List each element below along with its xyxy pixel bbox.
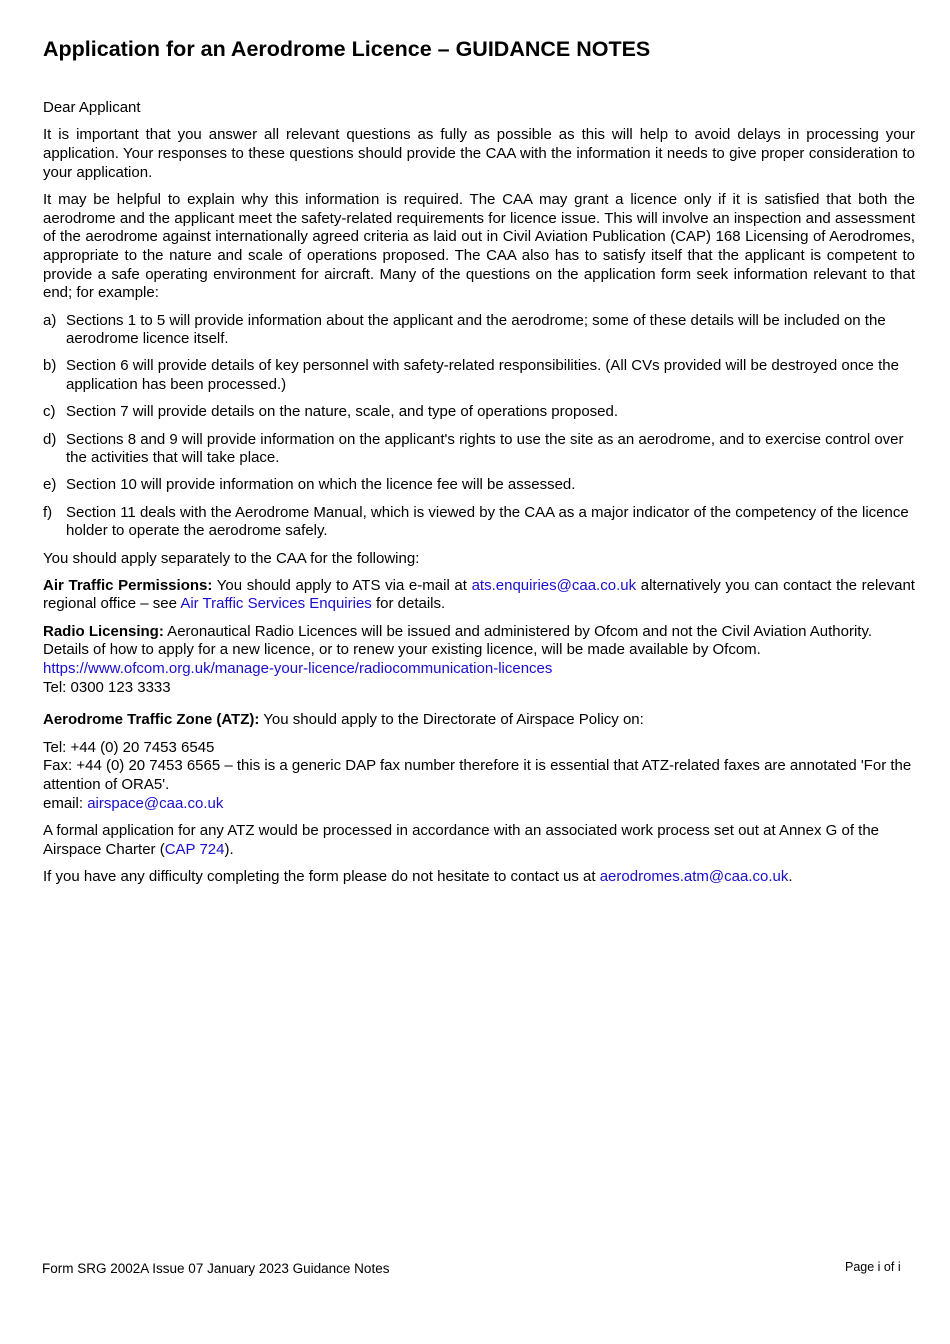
radio-licensing-paragraph [43,623,915,698]
salutation: Dear Applicant [43,99,141,116]
aerodromes-email-link[interactable]: aerodromes.atm@caa.co.uk [599,867,789,885]
contact-text: . [788,867,793,885]
list-marker: b) [43,357,57,375]
list-marker: d) [43,430,57,448]
atz-fax: Fax: +44 (0) 20 7453 6565 – this is a generic DAP fax number therefore it is essential that ATZ-related faxes are annotated 'For the attention of ORA5'. [43,757,912,794]
apply-separately-text: You should apply separately to the CAA for the following: [43,549,420,567]
ats-email-link[interactable]: ats.enquiries@caa.co.uk [471,576,637,594]
list-item [43,476,915,495]
intro-paragraph: It is important that you answer all relevant questions as fully as possible as this will help to avoid delays in processing your application. Your responses to these questions should provide the CAA with the information it needs to give proper consideration to your application. [43,126,915,181]
formal-application-paragraph [43,822,915,859]
atz-contact-details [43,739,915,814]
list-item-text: Section 7 will provide details on the nature, scale, and type of operations proposed. [66,403,619,421]
atp-text: for details. [371,595,446,613]
atp-heading: Air Traffic Permissions: [43,576,213,594]
ats-enquiries-link[interactable]: Air Traffic Services Enquiries [180,595,372,613]
list-item-text: Section 6 will provide details of key personnel with safety-related responsibilities. (All CVs provided will be destroyed once the application has been processed.) [66,357,899,394]
sections-list [43,312,915,542]
list-item-text: Section 11 deals with the Aerodrome Manual, which is viewed by the CAA as a major indicator of the competency of the licence holder to operate the aerodrome safely. [66,503,909,540]
atp-text: You should apply to ATS via e-mail at [212,576,472,594]
page-title: Application for an Aerodrome Licence – GUIDANCE NOTES [43,37,651,61]
atp-text: alternatively you can contact the relevant regional office – see [43,576,915,613]
atz-paragraph [43,711,915,730]
formal-text: A formal application for any ATZ would be processed in accordance with an associated work process set out at Annex G of the Airspace Charter ( [43,822,880,858]
list-marker: e) [43,476,57,494]
list-item [43,357,915,394]
air-traffic-permissions-paragraph [43,577,915,614]
footer-page-number: Page i of i [845,1260,901,1274]
airspace-email-link[interactable]: airspace@caa.co.uk [87,794,224,812]
list-item [43,312,915,349]
radio-text: Aeronautical Radio Licences will be issued and administered by Ofcom and not the Civil Aviation Authority. Details of how to apply for a new licence, or to renew your existing licence, will be made available by Ofcom. [43,622,873,659]
document-body [43,99,915,895]
ofcom-link[interactable]: https://www.ofcom.org.uk/manage-your-licence/radiocommunication-licences [43,660,553,678]
contact-text: If you have any difficulty completing the form please do not hesitate to contact us at [43,867,600,885]
ofcom-phone: Tel: 0300 123 3333 [43,678,171,696]
atz-phone: Tel: +44 (0) 20 7453 6545 [43,738,215,756]
radio-heading: Radio Licensing: [43,622,164,640]
list-item-text: Sections 1 to 5 will provide information about the applicant and the aerodrome; some of these details will be included on the aerodrome licence itself. [66,311,886,348]
footer-form-reference: Form SRG 2002A Issue 07 January 2023 Guidance Notes [42,1261,390,1276]
atz-text: You should apply to the Directorate of Airspace Policy on: [259,711,644,729]
contact-paragraph [43,868,915,887]
list-item-text: Section 10 will provide information on which the licence fee will be assessed. [66,476,576,494]
atz-email-label: email: [43,794,88,812]
list-marker: f) [43,503,53,521]
list-marker: a) [43,311,57,329]
cap-724-link[interactable]: CAP 724 [164,840,225,858]
explanation-paragraph: It may be helpful to explain why this information is required. The CAA may grant a licence only if it is satisfied that both the aerodrome and the applicant meet the safety-related requirements for licence issue. This will involve an inspection and assessment of the aerodrome against internationally agreed criteria as laid out in Civil Aviation Publication (CAP) 168 Licensing of Aerodromes, appropriate to the nature and scale of operations proposed. The CAA also has to satisfy itself that the applicant is competent to provide a safe operating environment for aircraft. Many of the questions on the application form seek information relevant to that end; for example: [43,190,915,302]
list-item [43,504,915,541]
list-marker: c) [43,403,56,421]
list-item-text: Sections 8 and 9 will provide information on the applicant's rights to use the site as an aerodrome, and to exercise control over the activities that will take place. [66,430,904,467]
formal-text: ). [224,840,234,858]
list-item [43,431,915,468]
atz-heading: Aerodrome Traffic Zone (ATZ): [43,711,260,729]
list-item [43,403,915,422]
